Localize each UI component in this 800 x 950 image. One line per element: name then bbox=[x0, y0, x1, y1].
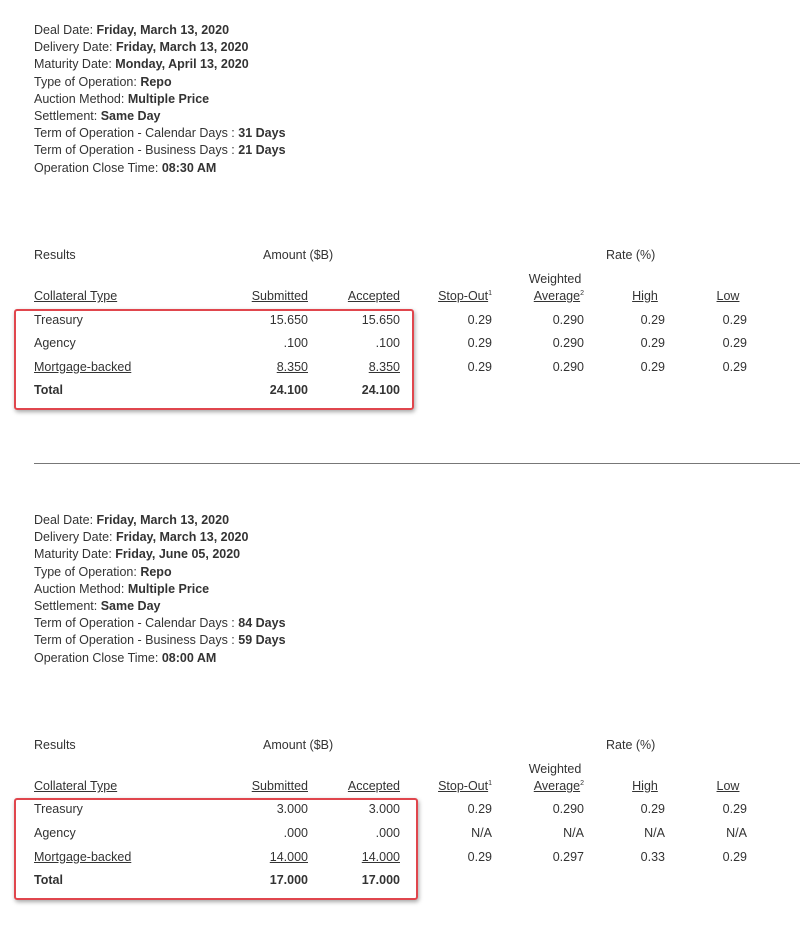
low-header[interactable]: Low bbox=[716, 289, 740, 303]
stop-out-cell: 0.29 bbox=[467, 802, 492, 816]
close-time-value: 08:00 AM bbox=[161, 650, 217, 665]
deal-date-line: Deal Date: Friday, March 13, 2020 bbox=[34, 23, 230, 37]
submitted-header[interactable]: Submitted bbox=[251, 779, 308, 793]
accepted-cell: 15.650 bbox=[361, 313, 400, 327]
mortgage-backed-link[interactable]: Mortgage-backed bbox=[34, 850, 132, 864]
close-time-line: Operation Close Time: 08:00 AM bbox=[34, 650, 217, 665]
highlight-box bbox=[14, 309, 414, 410]
total-label: Total bbox=[34, 873, 63, 887]
term-calendar-value: 84 Days bbox=[238, 616, 286, 631]
auction-method-line: Auction Method: Multiple Price bbox=[34, 91, 210, 106]
accepted-link[interactable]: 14.000 bbox=[361, 850, 400, 864]
low-cell: 0.29 bbox=[722, 336, 747, 350]
weighted-average-cell: 0.290 bbox=[552, 336, 584, 350]
maturity-date-line: Maturity Date: Friday, June 05, 2020 bbox=[34, 547, 241, 562]
results-label: Results bbox=[34, 738, 76, 752]
deal-date-value: Friday, March 13, 2020 bbox=[96, 23, 230, 37]
term-calendar-line: Term of Operation - Calendar Days : 84 Days bbox=[34, 616, 286, 631]
high-header[interactable]: High bbox=[632, 289, 658, 303]
operation-type-value: Repo bbox=[140, 564, 172, 579]
low-cell: 0.29 bbox=[722, 802, 747, 816]
close-time-value: 08:30 AM bbox=[161, 160, 217, 175]
settlement-value: Same Day bbox=[100, 599, 161, 614]
submitted-header[interactable]: Submitted bbox=[251, 289, 308, 303]
low-cell: 0.29 bbox=[722, 313, 747, 327]
submitted-cell: 15.650 bbox=[269, 313, 308, 327]
high-cell: 0.33 bbox=[640, 850, 665, 864]
low-cell: 0.29 bbox=[722, 360, 747, 374]
submitted-cell: 3.000 bbox=[276, 802, 308, 816]
high-cell: 0.29 bbox=[640, 802, 665, 816]
weighted-average-header[interactable]: Average$^2$ bbox=[533, 289, 584, 303]
rate-header: Rate (%) bbox=[606, 738, 656, 752]
total-submitted: 17.000 bbox=[269, 873, 308, 887]
operation-section-1 bbox=[0, 0, 800, 460]
delivery-date-value: Friday, March 13, 2020 bbox=[115, 40, 249, 55]
high-cell: N/A bbox=[644, 826, 665, 840]
rate-header: Rate (%) bbox=[606, 248, 656, 262]
term-business-value: 21 Days bbox=[238, 143, 286, 158]
stop-out-cell: N/A bbox=[471, 826, 492, 840]
total-accepted: 17.000 bbox=[361, 873, 400, 887]
auction-method-value: Multiple Price bbox=[127, 581, 210, 596]
submitted-cell: .000 bbox=[283, 826, 308, 840]
term-calendar-line: Term of Operation - Calendar Days : 31 Days bbox=[34, 126, 286, 141]
accepted-cell: 3.000 bbox=[368, 802, 400, 816]
results-label: Results bbox=[34, 248, 76, 262]
operation-details bbox=[34, 512, 286, 667]
settlement-value: Same Day bbox=[100, 109, 161, 124]
stop-out-cell: 0.29 bbox=[467, 360, 492, 374]
collateral-type-header[interactable]: Collateral Type bbox=[34, 779, 118, 793]
maturity-date-value: Monday, April 13, 2020 bbox=[115, 57, 249, 72]
accepted-link[interactable]: 8.350 bbox=[368, 360, 400, 374]
collateral-type-header[interactable]: Collateral Type bbox=[34, 289, 118, 303]
collateral-cell: Treasury bbox=[34, 313, 83, 327]
weighted-header-top: Weighted bbox=[528, 762, 582, 776]
total-submitted: 24.100 bbox=[269, 383, 308, 397]
auction-method-value: Multiple Price bbox=[127, 91, 210, 106]
stop-out-cell: 0.29 bbox=[467, 336, 492, 350]
term-business-value: 59 Days bbox=[238, 633, 286, 648]
total-accepted: 24.100 bbox=[361, 383, 400, 397]
weighted-average-cell: 0.297 bbox=[552, 850, 584, 864]
weighted-average-cell: N/A bbox=[563, 826, 584, 840]
term-calendar-value: 31 Days bbox=[238, 126, 286, 141]
collateral-cell: Agency bbox=[34, 336, 76, 350]
submitted-link[interactable]: 8.350 bbox=[276, 360, 308, 374]
deal-date-line: Deal Date: Friday, March 13, 2020 bbox=[34, 513, 230, 527]
settlement-line: Settlement: Same Day bbox=[34, 599, 161, 614]
total-label: Total bbox=[34, 383, 63, 397]
accepted-header[interactable]: Accepted bbox=[347, 779, 400, 793]
auction-method-line: Auction Method: Multiple Price bbox=[34, 581, 210, 596]
highlight-box bbox=[14, 798, 418, 900]
high-cell: 0.29 bbox=[640, 336, 665, 350]
high-cell: 0.29 bbox=[640, 360, 665, 374]
collateral-cell: Treasury bbox=[34, 802, 83, 816]
mortgage-backed-link[interactable]: Mortgage-backed bbox=[34, 360, 132, 374]
weighted-average-cell: 0.290 bbox=[552, 802, 584, 816]
operation-type-line: Type of Operation: Repo bbox=[34, 564, 172, 579]
amount-header: Amount ($B) bbox=[263, 738, 334, 752]
weighted-header-top: Weighted bbox=[528, 272, 582, 286]
delivery-date-value: Friday, March 13, 2020 bbox=[115, 530, 249, 545]
maturity-date-line: Maturity Date: Monday, April 13, 2020 bbox=[34, 57, 249, 72]
weighted-average-cell: 0.290 bbox=[552, 360, 584, 374]
accepted-cell: .000 bbox=[375, 826, 400, 840]
settlement-line: Settlement: Same Day bbox=[34, 109, 161, 124]
stop-out-header[interactable]: Stop-Out$^1$ bbox=[438, 779, 492, 793]
low-cell: 0.29 bbox=[722, 850, 747, 864]
weighted-average-header[interactable]: Average$^2$ bbox=[533, 779, 584, 793]
term-business-line: Term of Operation - Business Days : 59 Days bbox=[34, 633, 286, 648]
operation-type-value: Repo bbox=[140, 74, 172, 89]
submitted-cell: .100 bbox=[283, 336, 308, 350]
high-header[interactable]: High bbox=[632, 779, 658, 793]
amount-header: Amount ($B) bbox=[263, 248, 334, 262]
collateral-cell: Agency bbox=[34, 826, 76, 840]
operation-type-line: Type of Operation: Repo bbox=[34, 74, 172, 89]
delivery-date-line: Delivery Date: Friday, March 13, 2020 bbox=[34, 40, 249, 55]
low-cell: N/A bbox=[726, 826, 747, 840]
stop-out-cell: 0.29 bbox=[467, 313, 492, 327]
stop-out-header[interactable]: Stop-Out$^1$ bbox=[438, 289, 492, 303]
deal-date-value: Friday, March 13, 2020 bbox=[96, 513, 230, 527]
stop-out-cell: 0.29 bbox=[467, 850, 492, 864]
low-header[interactable]: Low bbox=[716, 779, 740, 793]
high-cell: 0.29 bbox=[640, 313, 665, 327]
weighted-average-cell: 0.290 bbox=[552, 313, 584, 327]
delivery-date-line: Delivery Date: Friday, March 13, 2020 bbox=[34, 530, 249, 545]
close-time-line: Operation Close Time: 08:30 AM bbox=[34, 160, 217, 175]
term-business-line: Term of Operation - Business Days : 21 Days bbox=[34, 143, 286, 158]
accepted-header[interactable]: Accepted bbox=[347, 289, 400, 303]
submitted-link[interactable]: 14.000 bbox=[269, 850, 308, 864]
section-divider bbox=[34, 463, 800, 464]
accepted-cell: .100 bbox=[375, 336, 400, 350]
maturity-date-value: Friday, June 05, 2020 bbox=[115, 547, 241, 562]
operation-section-2 bbox=[0, 490, 800, 950]
operation-details bbox=[34, 22, 286, 177]
